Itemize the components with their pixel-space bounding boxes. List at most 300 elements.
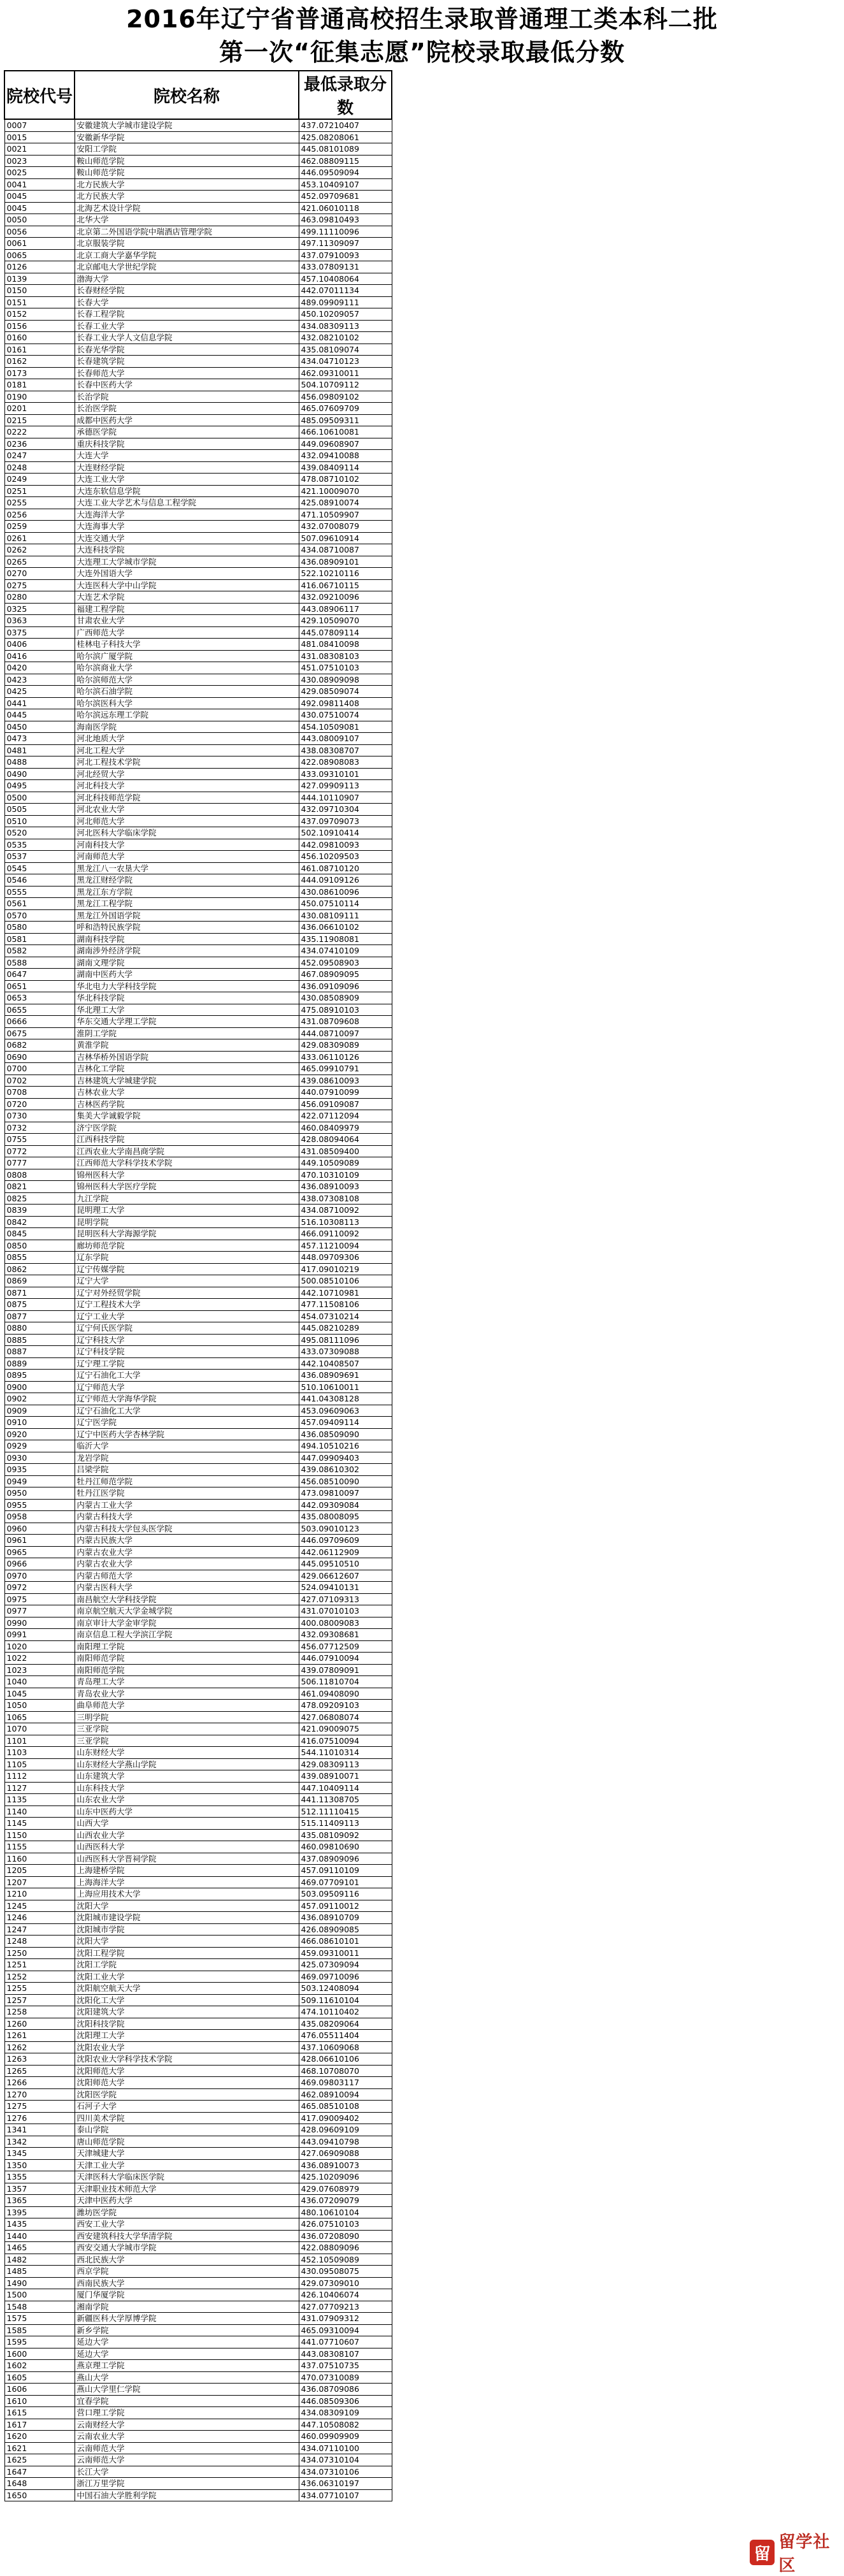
min-score-cell: 434.07310106 (299, 2466, 392, 2478)
school-name-cell: 河北师范大学 (75, 815, 299, 827)
school-code-cell: 1257 (4, 1994, 75, 2006)
score-table-container (4, 70, 391, 2501)
table-row (4, 1947, 392, 1959)
school-name-cell: 昆明学院 (75, 1216, 299, 1228)
school-code-cell: 1112 (4, 1770, 75, 1783)
school-code-cell: 0375 (4, 626, 75, 639)
school-name-cell: 浙江万里学院 (75, 2478, 299, 2490)
table-row (4, 1535, 392, 1547)
school-name-cell: 大连海事大学 (75, 521, 299, 533)
table-row (4, 532, 392, 544)
table-row (4, 214, 392, 226)
school-code-cell: 0481 (4, 744, 75, 756)
table-row (4, 2277, 392, 2289)
table-row (4, 1252, 392, 1264)
table-row (4, 1782, 392, 1794)
school-code-cell: 0275 (4, 579, 75, 591)
min-score-cell: 436.08509090 (299, 1428, 392, 1440)
table-row (4, 1393, 392, 1405)
school-name-cell: 山东中医药大学 (75, 1805, 299, 1818)
table-row (4, 1075, 392, 1087)
min-score-cell: 502.10910414 (299, 827, 392, 839)
table-row (4, 1841, 392, 1853)
table-row (4, 1487, 392, 1500)
table-row (4, 497, 392, 509)
school-code-cell: 0839 (4, 1205, 75, 1217)
table-row (4, 1876, 392, 1888)
school-name-cell: 长春工业大学 (75, 320, 299, 332)
page-subtitle: 第一次“征集志愿”院校录取最低分数 (219, 38, 625, 66)
table-row (4, 414, 392, 426)
school-name-cell: 华东交通大学理工学院 (75, 1016, 299, 1028)
school-code-cell: 0880 (4, 1322, 75, 1335)
school-code-cell: 0441 (4, 697, 75, 709)
school-code-cell: 0690 (4, 1051, 75, 1063)
school-code-cell: 0152 (4, 308, 75, 321)
school-code-cell: 1485 (4, 2266, 75, 2278)
table-row (4, 874, 392, 886)
school-code-cell: 1482 (4, 2254, 75, 2266)
school-code-cell: 1260 (4, 2018, 75, 2030)
table-row (4, 733, 392, 745)
school-code-cell: 1210 (4, 1888, 75, 1900)
table-row (4, 178, 392, 191)
table-row (4, 2395, 392, 2407)
school-name-cell: 海南医学院 (75, 721, 299, 733)
school-code-cell: 0958 (4, 1511, 75, 1523)
school-code-cell: 0555 (4, 886, 75, 898)
school-code-cell: 0150 (4, 285, 75, 297)
school-code-cell: 0961 (4, 1535, 75, 1547)
school-name-cell: 渤海大学 (75, 273, 299, 285)
school-code-cell: 1040 (4, 1676, 75, 1688)
school-code-cell: 0280 (4, 591, 75, 604)
school-code-cell: 1050 (4, 1700, 75, 1712)
school-name-cell: 山东财经大学 (75, 1747, 299, 1759)
school-code-cell: 1647 (4, 2466, 75, 2478)
school-name-cell: 沈阳农业大学科学技术学院 (75, 2053, 299, 2066)
min-score-cell: 425.08910074 (299, 497, 392, 509)
school-name-cell: 内蒙古农业大学 (75, 1546, 299, 1558)
school-code-cell: 1246 (4, 1912, 75, 1924)
table-row (4, 839, 392, 851)
min-score-cell: 438.08308707 (299, 744, 392, 756)
min-score-cell: 431.07010103 (299, 1605, 392, 1617)
school-name-cell: 临沂大学 (75, 1440, 299, 1452)
min-score-cell: 429.07608979 (299, 2183, 392, 2195)
table-row (4, 780, 392, 792)
min-score-cell: 416.06710115 (299, 579, 392, 591)
min-score-cell: 447.10409114 (299, 1782, 392, 1794)
school-code-cell: 0255 (4, 497, 75, 509)
school-name-cell: 大连工业大学 (75, 474, 299, 486)
school-name-cell: 吕梁学院 (75, 1464, 299, 1476)
table-row (4, 2124, 392, 2136)
min-score-cell: 436.08910709 (299, 1912, 392, 1924)
school-name-cell: 山东财经大学燕山学院 (75, 1758, 299, 1770)
table-row (4, 1275, 392, 1287)
min-score-cell: 454.07310214 (299, 1310, 392, 1322)
table-row (4, 1122, 392, 1134)
table-row (4, 1805, 392, 1818)
school-name-cell: 曲阜师范大学 (75, 1700, 299, 1712)
min-score-cell: 457.11210094 (299, 1240, 392, 1252)
min-score-cell: 478.08710102 (299, 474, 392, 486)
table-row (4, 709, 392, 721)
table-row (4, 686, 392, 698)
school-name-cell: 哈尔滨远东理工学院 (75, 709, 299, 721)
min-score-cell: 473.09810097 (299, 1487, 392, 1500)
min-score-cell: 434.07310104 (299, 2454, 392, 2466)
min-score-cell: 524.09410131 (299, 1582, 392, 1594)
school-code-cell: 0755 (4, 1134, 75, 1146)
min-score-cell: 500.08510106 (299, 1275, 392, 1287)
min-score-cell: 512.11110415 (299, 1805, 392, 1818)
school-name-cell: 江西农业大学南昌商学院 (75, 1145, 299, 1157)
school-code-cell: 0363 (4, 615, 75, 627)
school-code-cell: 0877 (4, 1310, 75, 1322)
min-score-cell: 441.11308705 (299, 1794, 392, 1806)
school-name-cell: 山东建筑大学 (75, 1770, 299, 1783)
table-row (4, 2348, 392, 2360)
school-name-cell: 石河子大学 (75, 2101, 299, 2113)
table-row (4, 1936, 392, 1948)
school-name-cell: 牡丹江医学院 (75, 1487, 299, 1500)
table-row (4, 827, 392, 839)
table-row (4, 2301, 392, 2313)
school-code-cell: 0970 (4, 1570, 75, 1582)
min-score-cell: 436.06310197 (299, 2478, 392, 2490)
min-score-cell: 435.11908081 (299, 933, 392, 945)
min-score-cell: 436.08910093 (299, 1181, 392, 1193)
min-score-cell: 466.08610101 (299, 1936, 392, 1948)
table-row (4, 1865, 392, 1877)
school-name-cell: 山西医科大学晋祠学院 (75, 1853, 299, 1865)
table-row (4, 2030, 392, 2042)
min-score-cell: 480.10610104 (299, 2206, 392, 2218)
school-name-cell: 湖南中医药大学 (75, 969, 299, 981)
min-score-cell: 442.10710981 (299, 1287, 392, 1299)
school-code-cell: 0420 (4, 662, 75, 674)
table-row (4, 1735, 392, 1747)
school-name-cell: 内蒙古医科大学 (75, 1582, 299, 1594)
school-name-cell: 南阳师范学院 (75, 1653, 299, 1665)
school-code-cell: 0450 (4, 721, 75, 733)
table-row (4, 1688, 392, 1700)
min-score-cell: 478.09209103 (299, 1700, 392, 1712)
table-row (4, 862, 392, 874)
min-score-cell: 468.10708070 (299, 2065, 392, 2077)
page-title: 2016年辽宁省普通高校招生录取普通理工类本科二批 (126, 5, 718, 33)
min-score-cell: 439.08610093 (299, 1075, 392, 1087)
table-row (4, 980, 392, 992)
min-score-cell: 456.07712509 (299, 1640, 392, 1653)
table-row (4, 674, 392, 686)
table-row (4, 2183, 392, 2195)
min-score-cell: 417.09009402 (299, 2112, 392, 2124)
min-score-cell: 445.08210289 (299, 1322, 392, 1335)
school-name-cell: 厦门华厦学院 (75, 2289, 299, 2301)
min-score-cell: 432.09710304 (299, 804, 392, 816)
table-row (4, 1676, 392, 1688)
table-row (4, 721, 392, 733)
school-name-cell: 燕京理工学院 (75, 2360, 299, 2372)
table-row (4, 1475, 392, 1487)
school-name-cell: 辽宁师范大学 (75, 1381, 299, 1393)
school-name-cell: 锦州医科大学医疗学院 (75, 1181, 299, 1193)
table-row (4, 992, 392, 1004)
school-code-cell: 0871 (4, 1287, 75, 1299)
table-body (4, 119, 392, 2501)
school-name-cell: 南京信息工程大学滨江学院 (75, 1629, 299, 1641)
school-name-cell: 辽宁对外经贸学院 (75, 1287, 299, 1299)
table-row (4, 308, 392, 321)
school-name-cell: 辽宁科技学院 (75, 1346, 299, 1358)
min-score-cell: 452.10509089 (299, 2254, 392, 2266)
school-name-cell: 黑龙江八一农垦大学 (75, 862, 299, 874)
school-name-cell: 泰山学院 (75, 2124, 299, 2136)
school-name-cell: 华北电力大学科技学院 (75, 980, 299, 992)
school-name-cell: 西北民族大学 (75, 2254, 299, 2266)
min-score-cell: 457.10408064 (299, 273, 392, 285)
table-row (4, 1605, 392, 1617)
school-name-cell: 大连交通大学 (75, 532, 299, 544)
school-name-cell: 长春师范大学 (75, 367, 299, 379)
min-score-cell: 461.09408090 (299, 1688, 392, 1700)
table-row (4, 697, 392, 709)
table-row (4, 367, 392, 379)
table-row (4, 1452, 392, 1464)
school-code-cell: 1160 (4, 1853, 75, 1865)
table-row (4, 2313, 392, 2325)
school-code-cell: 1355 (4, 2171, 75, 2183)
table-row (4, 249, 392, 261)
min-score-cell: 434.08309109 (299, 2407, 392, 2419)
table-row (4, 2159, 392, 2171)
min-score-cell: 447.09909403 (299, 1452, 392, 1464)
school-code-cell: 1247 (4, 1923, 75, 1936)
min-score-cell: 469.09803117 (299, 2077, 392, 2089)
school-code-cell: 0935 (4, 1464, 75, 1476)
table-row (4, 332, 392, 344)
school-code-cell: 0259 (4, 521, 75, 533)
min-score-cell: 435.08109092 (299, 1829, 392, 1841)
min-score-cell: 450.07510114 (299, 898, 392, 910)
table-row (4, 945, 392, 957)
school-code-cell: 0025 (4, 167, 75, 179)
min-score-cell: 492.09811408 (299, 697, 392, 709)
school-code-cell: 0021 (4, 143, 75, 156)
table-row (4, 1700, 392, 1712)
school-name-cell: 江西科技学院 (75, 1134, 299, 1146)
table-row (4, 167, 392, 179)
table-row (4, 261, 392, 273)
school-code-cell: 0023 (4, 155, 75, 167)
school-name-cell: 西安工业大学 (75, 2218, 299, 2231)
table-row (4, 155, 392, 167)
school-code-cell: 0126 (4, 261, 75, 273)
table-row (4, 461, 392, 474)
min-score-cell: 437.09709073 (299, 815, 392, 827)
min-score-cell: 436.07209079 (299, 2195, 392, 2207)
school-name-cell: 上海建桥学院 (75, 1865, 299, 1877)
school-code-cell: 0842 (4, 1216, 75, 1228)
school-code-cell: 1140 (4, 1805, 75, 1818)
table-row (4, 1511, 392, 1523)
school-name-cell: 湖南文理学院 (75, 957, 299, 969)
min-score-cell: 515.11409113 (299, 1818, 392, 1830)
school-code-cell: 0161 (4, 344, 75, 356)
min-score-cell: 427.06808074 (299, 1711, 392, 1723)
school-code-cell: 0425 (4, 686, 75, 698)
school-code-cell: 0537 (4, 851, 75, 863)
min-score-cell: 432.09210096 (299, 591, 392, 604)
school-code-cell: 0929 (4, 1440, 75, 1452)
school-name-cell: 内蒙古农业大学 (75, 1558, 299, 1570)
table-row (4, 1405, 392, 1417)
table-row (4, 2454, 392, 2466)
min-score-cell: 463.09810493 (299, 214, 392, 226)
min-score-cell: 452.09709681 (299, 191, 392, 203)
table-row (4, 1169, 392, 1181)
table-row (4, 238, 392, 250)
school-name-cell: 西安交通大学城市学院 (75, 2242, 299, 2254)
school-code-cell: 1150 (4, 1829, 75, 1841)
table-row (4, 2077, 392, 2089)
school-code-cell: 1135 (4, 1794, 75, 1806)
min-score-cell: 470.07310089 (299, 2371, 392, 2384)
min-score-cell: 441.07710607 (299, 2336, 392, 2348)
min-score-cell: 509.11610104 (299, 1994, 392, 2006)
school-name-cell: 河北农业大学 (75, 804, 299, 816)
school-code-cell: 0885 (4, 1334, 75, 1346)
school-name-cell: 集美大学诚毅学院 (75, 1110, 299, 1122)
min-score-cell: 440.07910099 (299, 1087, 392, 1099)
school-code-cell: 0510 (4, 815, 75, 827)
school-name-cell: 沈阳工业大学 (75, 1971, 299, 1983)
school-code-cell: 1602 (4, 2360, 75, 2372)
table-row (4, 639, 392, 651)
watermark-badge: 留 (750, 2540, 775, 2565)
school-code-cell: 1365 (4, 2195, 75, 2207)
school-code-cell: 1248 (4, 1936, 75, 1948)
table-row (4, 579, 392, 591)
min-score-cell: 461.08710120 (299, 862, 392, 874)
min-score-cell: 446.09509094 (299, 167, 392, 179)
min-score-cell: 460.09810690 (299, 1841, 392, 1853)
school-name-cell: 辽宁科技大学 (75, 1334, 299, 1346)
school-name-cell: 黑龙江外国语学院 (75, 909, 299, 922)
school-code-cell: 0248 (4, 461, 75, 474)
table-row (4, 1900, 392, 1912)
min-score-cell: 427.07709213 (299, 2301, 392, 2313)
table-row (4, 1428, 392, 1440)
school-name-cell: 济宁医学院 (75, 1122, 299, 1134)
min-score-cell: 428.08094064 (299, 1134, 392, 1146)
school-code-cell: 1648 (4, 2478, 75, 2490)
table-row (4, 131, 392, 143)
school-code-cell: 1022 (4, 1653, 75, 1665)
min-score-cell: 485.09509311 (299, 414, 392, 426)
table-row (4, 2466, 392, 2478)
school-code-cell: 1621 (4, 2442, 75, 2454)
table-row (4, 1098, 392, 1110)
school-name-cell: 延边大学 (75, 2348, 299, 2360)
table-row (4, 2324, 392, 2336)
school-name-cell: 甘肃农业大学 (75, 615, 299, 627)
school-name-cell: 沈阳工程学院 (75, 1947, 299, 1959)
school-code-cell: 0265 (4, 556, 75, 568)
table-row (4, 2041, 392, 2053)
min-score-cell: 447.10508082 (299, 2419, 392, 2431)
table-row (4, 2136, 392, 2148)
school-name-cell: 山西大学 (75, 1818, 299, 1830)
school-code-cell: 0416 (4, 650, 75, 662)
table-row (4, 815, 392, 827)
school-name-cell: 沈阳农业大学 (75, 2041, 299, 2053)
school-name-cell: 华北理工大学 (75, 1004, 299, 1016)
column-header-score: 最低录取分数 (299, 71, 392, 119)
table-row (4, 1228, 392, 1240)
table-row (4, 1334, 392, 1346)
min-score-cell: 429.08509074 (299, 686, 392, 698)
school-code-cell: 1276 (4, 2112, 75, 2124)
min-score-cell: 489.09909111 (299, 296, 392, 308)
table-row (4, 1570, 392, 1582)
school-name-cell: 三亚学院 (75, 1723, 299, 1735)
school-code-cell: 1341 (4, 2124, 75, 2136)
school-name-cell: 营口理工学院 (75, 2407, 299, 2419)
school-name-cell: 北京服装学院 (75, 238, 299, 250)
min-score-cell: 422.08908083 (299, 756, 392, 769)
school-code-cell: 0173 (4, 367, 75, 379)
table-row (4, 1240, 392, 1252)
min-score-cell: 446.08509306 (299, 2395, 392, 2407)
min-score-cell: 460.09909909 (299, 2431, 392, 2443)
school-name-cell: 华北科技学院 (75, 992, 299, 1004)
school-name-cell: 唐山师范学院 (75, 2136, 299, 2148)
school-code-cell: 1265 (4, 2065, 75, 2077)
school-name-cell: 吉林建筑大学城建学院 (75, 1075, 299, 1087)
min-score-cell: 481.08410098 (299, 639, 392, 651)
table-row (4, 2006, 392, 2018)
table-row (4, 756, 392, 769)
school-code-cell: 0777 (4, 1157, 75, 1169)
min-score-cell: 442.09309084 (299, 1499, 392, 1511)
school-code-cell: 1262 (4, 2041, 75, 2053)
school-name-cell: 沈阳师范大学 (75, 2065, 299, 2077)
school-code-cell: 1258 (4, 2006, 75, 2018)
min-score-cell: 428.09609109 (299, 2124, 392, 2136)
school-name-cell: 云南师范大学 (75, 2454, 299, 2466)
school-name-cell: 中国石油大学胜利学院 (75, 2489, 299, 2501)
school-name-cell: 昆明医科大学海源学院 (75, 1228, 299, 1240)
min-score-cell: 429.07309010 (299, 2277, 392, 2289)
school-code-cell: 0588 (4, 957, 75, 969)
school-code-cell: 0007 (4, 119, 75, 131)
min-score-cell: 400.08009083 (299, 1617, 392, 1629)
table-row (4, 273, 392, 285)
table-row (4, 1287, 392, 1299)
min-score-cell: 456.10209503 (299, 851, 392, 863)
min-score-cell: 506.11810704 (299, 1676, 392, 1688)
school-name-cell: 长春工程学院 (75, 308, 299, 321)
school-name-cell: 大连科技学院 (75, 544, 299, 556)
school-code-cell: 0991 (4, 1629, 75, 1641)
school-code-cell: 1610 (4, 2395, 75, 2407)
school-code-cell: 1023 (4, 1664, 75, 1676)
school-code-cell: 0041 (4, 178, 75, 191)
